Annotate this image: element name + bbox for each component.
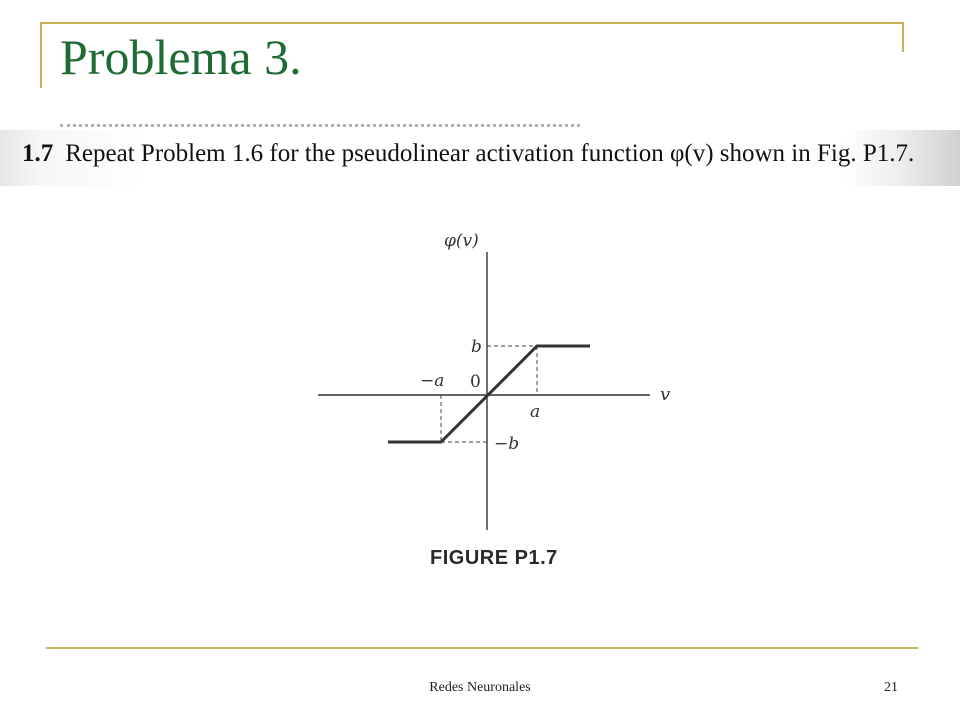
label-b: b [471,337,482,357]
y-axis-label: φ(v) [444,231,479,251]
page-number: 21 [884,680,898,695]
problem-text: Repeat Problem 1.6 for the pseudolinear activation function φ(v) shown in Fig. P1.7. [65,140,915,167]
label-minus-b: −b [494,434,520,454]
footer-title: Redes Neuronales [429,680,531,695]
label-minus-a: −a [420,371,445,391]
footer-rule [46,647,918,649]
label-a: a [530,402,541,422]
figure-caption: FIGURE P1.7 [430,547,558,569]
slide-title: Problema 3. [60,29,302,85]
x-axis-label: v [660,384,671,405]
pseudolinear-function-curve [388,346,590,442]
problem-number: 1.7 [22,140,54,167]
label-zero: 0 [470,372,481,392]
